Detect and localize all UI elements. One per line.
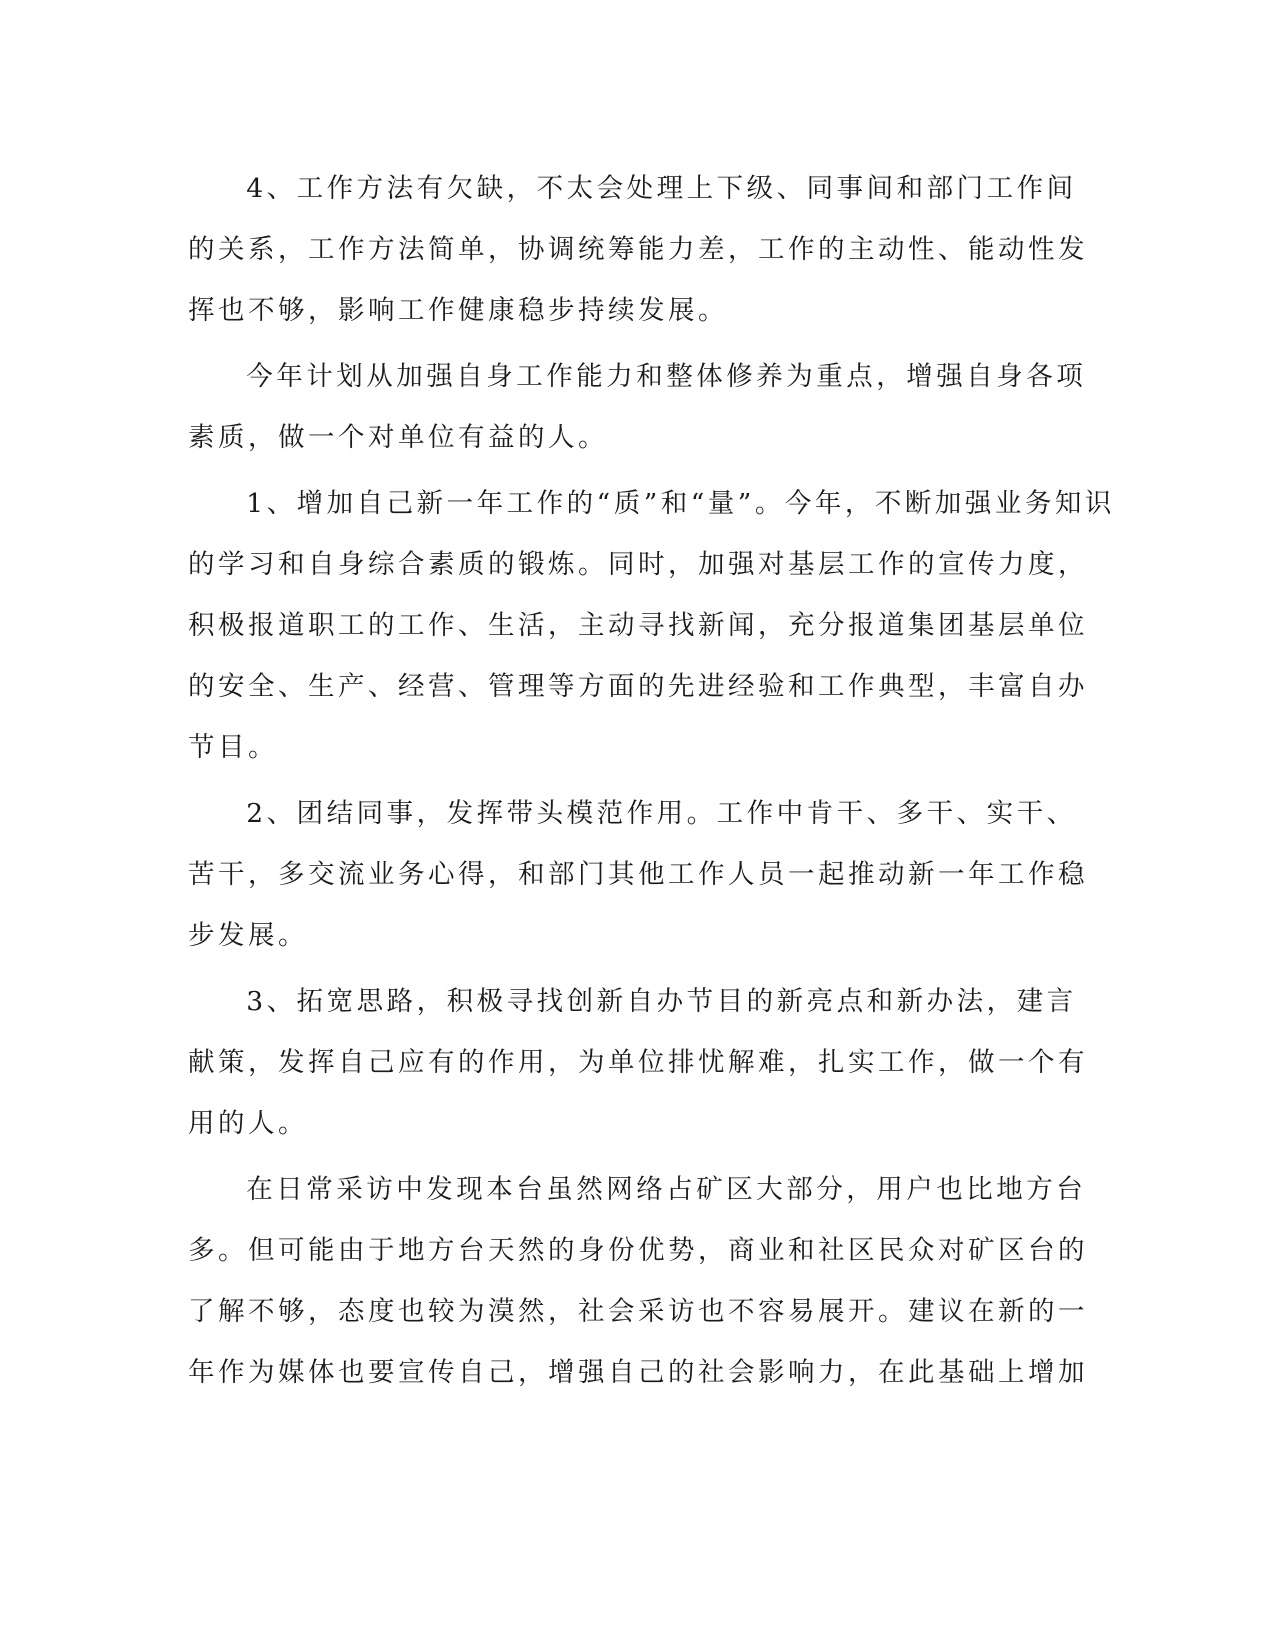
text-line: 的安全、生产、经营、管理等方面的先进经验和工作典型，丰富自办 <box>188 671 1088 702</box>
text-line: 了解不够，态度也较为漠然，社会采访也不容易展开。建议在新的一 <box>188 1296 1088 1327</box>
paragraph-annual-plan <box>188 346 1087 468</box>
text-line: 挥也不够，影响工作健康稳步持续发展。 <box>188 295 728 326</box>
paragraph-plan-item-2 <box>188 783 1088 966</box>
text-line: 苦干，多交流业务心得，和部门其他工作人员一起推动新一年工作稳 <box>188 859 1088 890</box>
paragraph-plan-item-1 <box>188 473 1115 778</box>
text-line: 今年计划从加强自身工作能力和整体修养为重点，增强自身各项 <box>246 361 1087 392</box>
paragraph-plan-item-3 <box>188 971 1088 1154</box>
text-line: 4、工作方法有欠缺，不太会处理上下级、同事间和部门工作间 <box>246 173 1077 204</box>
text-line: 年作为媒体也要宣传自己，增强自己的社会影响力，在此基础上增加 <box>188 1357 1088 1388</box>
text-line: 献策，发挥自己应有的作用，为单位排忧解难，扎实工作，做一个有 <box>188 1047 1088 1078</box>
text-line: 3、拓宽思路，积极寻找创新自办节目的新亮点和新办法，建言 <box>246 986 1077 1017</box>
text-line: 多。但可能由于地方台天然的身份优势，商业和社区民众对矿区台的 <box>188 1235 1088 1266</box>
text-line: 的学习和自身综合素质的锻炼。同时，加强对基层工作的宣传力度， <box>188 549 1088 580</box>
text-line: 1、增加自己新一年工作的“质”和“量”。今年，不断加强业务知识 <box>246 488 1115 519</box>
text-line: 步发展。 <box>188 920 308 951</box>
text-line: 在日常采访中发现本台虽然网络占矿区大部分，用户也比地方台 <box>246 1174 1087 1205</box>
text-line: 积极报道职工的工作、生活，主动寻找新闻，充分报道集团基层单位 <box>188 610 1088 641</box>
paragraph-suggestion <box>188 1159 1088 1403</box>
text-line: 2、团结同事，发挥带头模范作用。工作中肯干、多干、实干、 <box>246 798 1077 829</box>
paragraph-method-shortcoming <box>188 158 1088 341</box>
text-line: 的关系，工作方法简单，协调统筹能力差，工作的主动性、能动性发 <box>188 234 1088 265</box>
text-line: 节目。 <box>188 732 278 763</box>
text-line: 素质，做一个对单位有益的人。 <box>188 422 608 453</box>
text-line: 用的人。 <box>188 1108 308 1139</box>
document-body <box>188 158 1115 1408</box>
